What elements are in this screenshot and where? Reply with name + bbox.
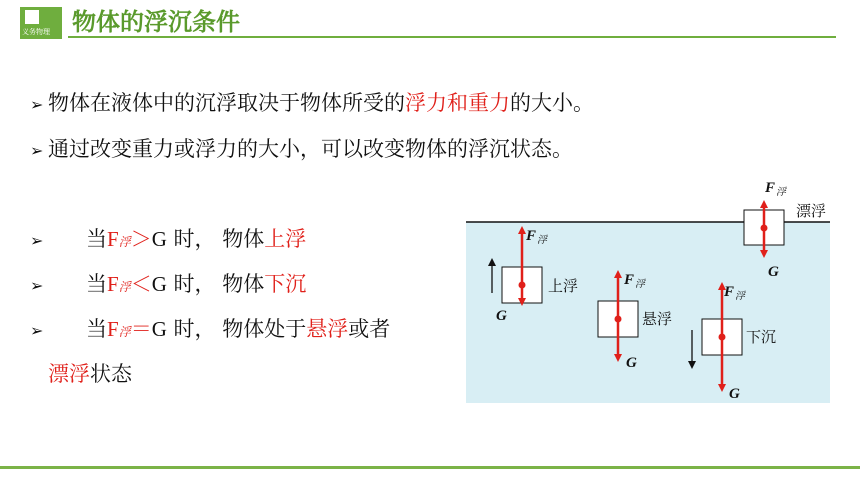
force-f-label: F <box>765 180 776 196</box>
force-symbol: F <box>107 227 119 251</box>
operator: ＜ <box>130 272 152 296</box>
condition-mid: 时， 物体 <box>166 272 265 296</box>
footer-divider <box>0 466 860 469</box>
force-subscript: 浮 <box>118 280 131 294</box>
gravity-symbol: G <box>151 317 167 341</box>
condition-mid: 时， 物体处于 <box>166 317 307 341</box>
label-sink: 下沉 <box>746 328 777 346</box>
bullet-1-text: 物体在液体中的沉浮取决于物体所受的 <box>48 91 405 115</box>
condition-mid: 时， 物体 <box>166 227 265 251</box>
force-f-sub: 浮 <box>537 235 547 246</box>
condition-result: 上浮 <box>264 227 307 251</box>
force-f-sub: 浮 <box>776 187 786 198</box>
bullet-arrow-icon: ➢ <box>30 276 44 295</box>
force-g-label: G <box>768 264 779 280</box>
logo-text: 义务物理 <box>22 28 50 36</box>
bullet-1-end: 的大小。 <box>510 91 594 115</box>
bullet-arrow-icon: ➢ <box>30 231 44 250</box>
continuation-highlight: 漂浮 <box>48 362 90 386</box>
force-f-label: F <box>526 228 537 244</box>
label-float: 漂浮 <box>796 202 827 220</box>
force-symbol: F <box>107 317 119 341</box>
condition-prefix: 当 <box>86 317 107 341</box>
force-f-sub: 浮 <box>735 291 745 302</box>
operator: ＝ <box>130 317 152 341</box>
continuation-text: 状态 <box>90 362 132 386</box>
label-rise: 上浮 <box>548 277 579 295</box>
bullet-arrow-icon: ➢ <box>30 321 44 340</box>
condition-result: 下沉 <box>264 272 307 296</box>
force-f-label: F <box>724 284 735 300</box>
gravity-symbol: G <box>151 272 167 296</box>
condition-result: 悬浮 <box>306 317 349 341</box>
force-symbol: F <box>107 272 119 296</box>
page-title: 物体的浮沉条件 <box>72 8 240 36</box>
force-subscript: 浮 <box>118 235 131 249</box>
bullet-arrow-icon: ➢ <box>30 141 44 160</box>
condition-end: 或者 <box>348 317 391 341</box>
bullet-1-highlight: 浮力和重力 <box>405 91 510 115</box>
bullet-arrow-icon: ➢ <box>30 95 44 114</box>
gravity-symbol: G <box>151 227 167 251</box>
operator: ＞ <box>130 227 152 251</box>
force-f-sub: 浮 <box>635 279 645 290</box>
label-suspend: 悬浮 <box>642 310 673 328</box>
condition-prefix: 当 <box>86 227 107 251</box>
force-g-label: G <box>729 386 740 402</box>
force-f-label: F <box>624 272 635 288</box>
condition-prefix: 当 <box>86 272 107 296</box>
force-subscript: 浮 <box>118 325 131 339</box>
bullet-2-text: 通过改变重力或浮力的大小，可以改变物体的浮沉状态。 <box>48 137 573 161</box>
force-g-label: G <box>496 308 507 324</box>
force-g-label: G <box>626 355 637 371</box>
